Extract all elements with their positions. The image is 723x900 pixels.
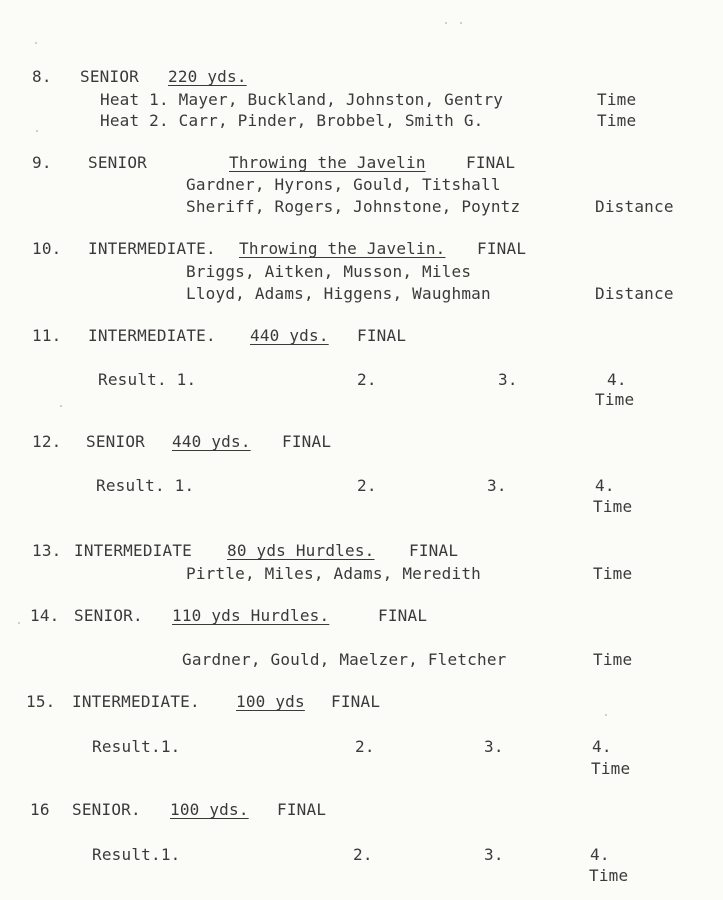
- paper-speck: [605, 714, 607, 716]
- event-title: 440 yds.: [172, 432, 251, 451]
- event-number: 14.: [30, 606, 60, 625]
- result-line: Result.1.: [92, 845, 181, 864]
- paper-speck: [60, 405, 62, 407]
- result-tag: Time: [595, 390, 635, 409]
- place-2: 2.: [357, 370, 377, 389]
- event-category: SENIOR.: [72, 800, 141, 819]
- event-category: INTERMEDIATE: [74, 541, 192, 560]
- event-category: INTERMEDIATE.: [88, 326, 216, 345]
- event-number: 11.: [32, 326, 62, 345]
- result-line: Result. 1.: [98, 370, 197, 389]
- competitor-line: Gardner, Gould, Maelzer, Fletcher: [182, 650, 507, 669]
- result-tag: Time: [591, 759, 631, 778]
- place-2: 2.: [355, 737, 375, 756]
- place-4: 4.: [607, 370, 627, 389]
- paper-speck: [445, 22, 447, 24]
- place-3: 3.: [487, 476, 507, 495]
- event-number: 8.: [32, 67, 52, 86]
- event-category: SENIOR: [88, 153, 147, 172]
- event-category: SENIOR: [80, 67, 139, 86]
- heat-line: Heat 2. Carr, Pinder, Brobbel, Smith G.: [100, 111, 484, 130]
- heat-line: Heat 1. Mayer, Buckland, Johnston, Gentry: [100, 90, 504, 109]
- place-4: 4.: [595, 476, 615, 495]
- event-final: FINAL: [466, 153, 516, 172]
- place-4: 4.: [590, 845, 610, 864]
- paper-speck: [35, 42, 37, 44]
- event-final: FINAL: [331, 692, 381, 711]
- result-tag: Time: [593, 650, 633, 669]
- result-tag: Distance: [595, 284, 674, 303]
- event-title: 220 yds.: [168, 67, 247, 86]
- event-title: Throwing the Javelin: [229, 153, 426, 172]
- competitor-line: Pirtle, Miles, Adams, Meredith: [186, 564, 481, 583]
- event-number: 13.: [32, 541, 62, 560]
- event-title: Throwing the Javelin.: [239, 239, 446, 258]
- event-category: INTERMEDIATE.: [88, 239, 216, 258]
- competitor-line: Gardner, Hyrons, Gould, Titshall: [186, 175, 501, 194]
- event-title: 100 yds: [236, 692, 305, 711]
- event-title: 100 yds.: [170, 800, 249, 819]
- event-final: FINAL: [282, 432, 332, 451]
- result-tag: Time: [593, 564, 633, 583]
- place-2: 2.: [357, 476, 377, 495]
- paper-speck: [18, 622, 20, 624]
- event-number: 16: [30, 800, 50, 819]
- event-number: 12.: [32, 432, 62, 451]
- place-3: 3.: [484, 737, 504, 756]
- result-line: Result. 1.: [96, 476, 195, 495]
- competitor-line: Sheriff, Rogers, Johnstone, Poyntz: [186, 197, 521, 216]
- paper-speck: [460, 22, 462, 24]
- event-category: INTERMEDIATE.: [72, 692, 200, 711]
- event-title: 80 yds Hurdles.: [227, 541, 375, 560]
- event-number: 15.: [26, 692, 56, 711]
- competitor-line: Lloyd, Adams, Higgens, Waughman: [186, 284, 491, 303]
- event-final: FINAL: [477, 239, 527, 258]
- event-final: FINAL: [277, 800, 327, 819]
- place-2: 2.: [353, 845, 373, 864]
- event-category: SENIOR.: [74, 606, 143, 625]
- event-number: 10.: [32, 239, 62, 258]
- place-3: 3.: [498, 370, 518, 389]
- event-title: 110 yds Hurdles.: [172, 606, 330, 625]
- event-final: FINAL: [357, 326, 407, 345]
- result-tag: Distance: [595, 197, 674, 216]
- result-line: Result.1.: [92, 737, 181, 756]
- event-title: 440 yds.: [250, 326, 329, 345]
- result-tag: Time: [593, 497, 633, 516]
- event-final: FINAL: [409, 541, 459, 560]
- event-category: SENIOR: [86, 432, 145, 451]
- result-tag: Time: [597, 111, 637, 130]
- paper-speck: [36, 130, 38, 132]
- result-tag: Time: [597, 90, 637, 109]
- event-final: FINAL: [378, 606, 428, 625]
- place-4: 4.: [592, 737, 612, 756]
- event-number: 9.: [32, 153, 52, 172]
- result-tag: Time: [589, 866, 629, 885]
- place-3: 3.: [484, 845, 504, 864]
- competitor-line: Briggs, Aitken, Musson, Miles: [186, 262, 472, 281]
